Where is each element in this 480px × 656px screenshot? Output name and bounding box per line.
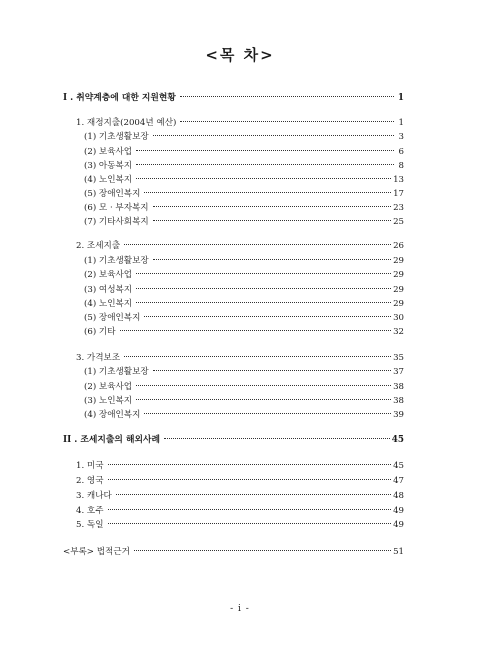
toc-entry-label: 4. 호주: [76, 506, 104, 516]
toc-entry-label: 1. 미국: [76, 461, 104, 471]
dot-leader: [136, 385, 391, 386]
toc-entry-label: (5) 장애인복지: [84, 189, 141, 199]
dot-leader: [108, 509, 392, 510]
toc-entry-page: 1: [398, 118, 404, 128]
toc-entry[interactable]: [84, 366, 404, 378]
toc-entry-page: 45: [393, 461, 404, 471]
toc-entry-label: (2) 보육사업: [84, 147, 133, 157]
toc-entry-label: (3) 여성복지: [84, 285, 133, 295]
dot-leader: [136, 150, 394, 151]
toc-entry-page: 51: [393, 547, 404, 557]
toc-entry[interactable]: [84, 174, 404, 186]
toc-entry[interactable]: [84, 298, 404, 310]
toc-entry-page: 48: [393, 491, 404, 501]
toc-entry-label: (6) 모 · 부자복지: [84, 203, 149, 213]
toc-entry[interactable]: [76, 460, 404, 472]
toc-entry-label: 3. 캐나다: [76, 491, 112, 501]
toc-entry[interactable]: [84, 395, 404, 407]
dot-leader: [180, 96, 394, 97]
toc-entry[interactable]: [84, 160, 404, 172]
dot-leader: [136, 288, 391, 289]
toc-entry[interactable]: [76, 505, 404, 517]
toc-entry-label: (1) 기초생활보장: [84, 132, 149, 142]
toc-entry-label: (2) 보육사업: [84, 382, 133, 392]
toc-entry-page: 1: [397, 93, 404, 103]
toc-entry-page: 47: [393, 476, 404, 486]
toc-entry[interactable]: [76, 240, 404, 252]
toc-entry-label: 5. 독일: [76, 520, 104, 530]
toc-entry-page: 8: [398, 161, 404, 171]
toc-entry[interactable]: [76, 475, 404, 487]
toc-entry-page: 6: [398, 147, 404, 157]
dot-leader: [144, 316, 391, 317]
dot-leader: [134, 550, 391, 551]
toc-entry-label: (5) 장애인복지: [84, 313, 141, 323]
toc-entry[interactable]: [84, 255, 404, 267]
toc-entry-label: 3. 가격보조: [76, 353, 121, 363]
toc-entry-label: (3) 노인복지: [84, 396, 133, 406]
toc-entry-page: 32: [393, 327, 404, 337]
dot-leader: [153, 135, 394, 136]
toc-entry[interactable]: [84, 312, 404, 324]
toc-entry-label: I . 취약계층에 대한 지원현황: [63, 93, 176, 103]
toc-entry[interactable]: [84, 381, 404, 393]
toc-entry-label: (4) 노인복지: [84, 175, 133, 185]
toc-entry[interactable]: [84, 146, 404, 158]
toc-entry-label: (4) 장애인복지: [84, 410, 141, 420]
toc-entry[interactable]: [63, 546, 404, 558]
toc-entry[interactable]: [76, 490, 404, 502]
toc-entry-label: (6) 기타: [84, 327, 116, 337]
dot-leader: [136, 302, 391, 303]
toc-entry-page: 49: [393, 520, 404, 530]
toc-entry-label: (4) 노인복지: [84, 299, 133, 309]
page-title: <목 차>: [205, 46, 275, 64]
dot-leader: [180, 121, 394, 122]
toc-entry[interactable]: [76, 519, 404, 531]
toc-entry-page: 37: [393, 367, 404, 377]
toc-entry-page: 49: [393, 506, 404, 516]
dot-leader: [153, 259, 391, 260]
toc-entry[interactable]: [84, 326, 404, 338]
dot-leader: [136, 164, 394, 165]
toc-entry-page: 29: [393, 285, 404, 295]
toc-entry[interactable]: [84, 409, 404, 421]
toc-entry[interactable]: [63, 434, 404, 446]
toc-entry-label: 2. 조세지출: [76, 241, 121, 251]
toc-entry-page: 38: [393, 396, 404, 406]
toc-entry-label: II . 조세지출의 해외사례: [63, 435, 160, 445]
dot-leader: [136, 273, 391, 274]
toc-entry[interactable]: [84, 284, 404, 296]
toc-entry-label: <부록> 법적근거: [63, 547, 130, 557]
toc-entry-label: (1) 기초생활보장: [84, 256, 149, 266]
toc-entry-label: (3) 아동복지: [84, 161, 133, 171]
dot-leader: [144, 413, 391, 414]
dot-leader: [164, 438, 390, 439]
toc-entry-page: 30: [393, 313, 404, 323]
toc-entry-page: 29: [393, 256, 404, 266]
toc-entry-page: 38: [393, 382, 404, 392]
dot-leader: [116, 494, 391, 495]
toc-entry-label: (7) 기타사회복지: [84, 217, 149, 227]
toc-entry-label: 1. 재정지출(2004년 예산): [76, 118, 177, 128]
toc-entry-label: (2) 보육사업: [84, 270, 133, 280]
toc-entry[interactable]: [63, 92, 404, 104]
dot-leader: [153, 220, 391, 221]
dot-leader: [108, 479, 392, 480]
toc-entry-page: 3: [398, 132, 404, 142]
toc-entry[interactable]: [84, 202, 404, 214]
toc-entry-page: 29: [393, 270, 404, 280]
dot-leader: [108, 464, 392, 465]
toc-entry[interactable]: [84, 188, 404, 200]
toc-entry-label: (1) 기초생활보장: [84, 367, 149, 377]
toc-entry-page: 13: [393, 175, 404, 185]
toc-entry-page: 45: [391, 435, 404, 445]
dot-leader: [153, 206, 391, 207]
toc-entry-page: 23: [393, 203, 404, 213]
toc-entry[interactable]: [84, 269, 404, 281]
toc-entry[interactable]: [84, 216, 404, 228]
toc-entry-page: 29: [393, 299, 404, 309]
page-number-footer: - i -: [230, 604, 250, 614]
toc-entry-page: 39: [393, 410, 404, 420]
dot-leader: [144, 192, 391, 193]
toc-entry-page: 17: [393, 189, 404, 199]
dot-leader: [124, 356, 391, 357]
toc-entry[interactable]: [76, 352, 404, 364]
toc-entry-page: 35: [393, 353, 404, 363]
toc-entry[interactable]: [84, 131, 404, 143]
toc-entry-page: 26: [393, 241, 404, 251]
dot-leader: [108, 523, 392, 524]
dot-leader: [153, 370, 391, 371]
dot-leader: [136, 178, 391, 179]
toc-entry-label: 2. 영국: [76, 476, 104, 486]
toc-entry[interactable]: [76, 117, 404, 129]
dot-leader: [136, 399, 391, 400]
dot-leader: [124, 244, 391, 245]
dot-leader: [120, 330, 392, 331]
toc-entry-page: 25: [393, 217, 404, 227]
